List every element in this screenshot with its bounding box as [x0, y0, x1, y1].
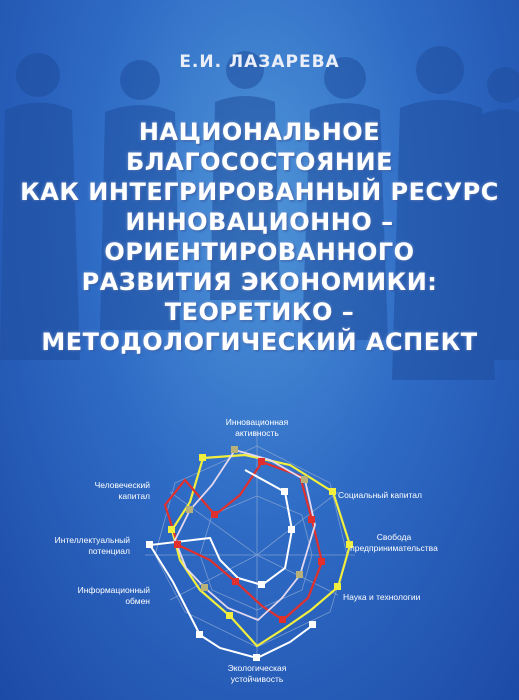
- label-line: Экологическая: [227, 663, 287, 673]
- label-line: Человеческий: [94, 480, 150, 490]
- radar-label-intellect: [20, 535, 130, 557]
- label-line: активность: [235, 428, 279, 438]
- book-title: [0, 117, 519, 357]
- radar-label-science: [343, 592, 420, 603]
- label-line: Социальный капитал: [338, 490, 422, 500]
- label-line: Свобода: [376, 532, 412, 542]
- radar-diagram: [0, 410, 519, 700]
- label-line: устойчивость: [230, 674, 284, 684]
- title-line: КАК ИНТЕГРИРОВАННЫЙ РЕСУРС: [20, 178, 499, 206]
- radar-label-innovation: [207, 417, 307, 439]
- radar-label-human-capital: [40, 480, 150, 502]
- label-line: потенциал: [88, 546, 130, 556]
- title-line: РАЗВИТИЯ ЭКОНОМИКИ:: [81, 268, 438, 296]
- title-line: БЛАГОСОСТОЯНИЕ: [126, 148, 393, 176]
- title-line: ИННОВАЦИОННО –: [125, 208, 394, 236]
- radar-label-ecology: [207, 663, 307, 685]
- label-line: Информационный: [77, 585, 150, 595]
- label-line: Наука и технологии: [343, 592, 421, 602]
- title-line: ОРИЕНТИРОВАННОГО: [104, 238, 415, 266]
- label-line: обмен: [125, 596, 150, 606]
- author-name: Е.И. ЛАЗАРЕВА: [179, 52, 340, 72]
- title-line: НАЦИОНАЛЬНОЕ: [138, 118, 381, 146]
- title-line: МЕТОДОЛОГИЧЕСКИЙ АСПЕКТ: [41, 328, 478, 356]
- label-line: капитал: [118, 491, 150, 501]
- radar-label-social: [338, 490, 422, 501]
- label-line: Интеллектуальный: [54, 535, 130, 545]
- title-line: ТЕОРЕТИКО –: [164, 298, 355, 326]
- label-line: Инновационная: [225, 417, 289, 427]
- label-line: предпринимательства: [350, 543, 438, 553]
- radar-label-information: [40, 585, 150, 607]
- radar-label-freedom: [340, 532, 448, 554]
